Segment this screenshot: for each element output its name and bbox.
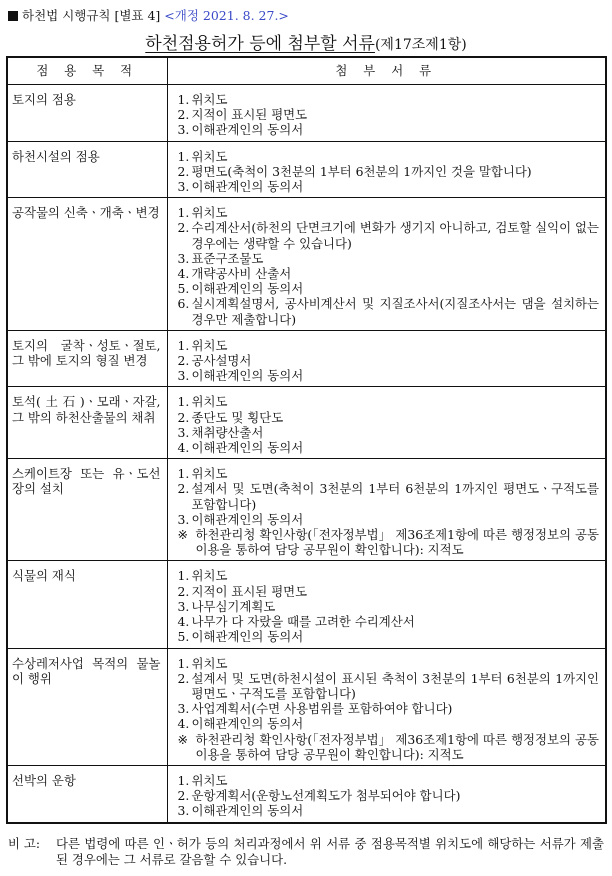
- list-item: [178, 164, 600, 179]
- list-item: [178, 614, 600, 629]
- document-header: [8, 6, 289, 24]
- item-text: 나무가 다 자랐을 때를 고려한 수리계산서: [191, 614, 415, 630]
- list-item: [178, 656, 600, 671]
- item-text: 위치도: [191, 337, 228, 353]
- table-header-row: [7, 57, 606, 85]
- purpose-cell: 공작물의 신축ㆍ개축ㆍ변경: [7, 198, 167, 331]
- remarks-text: 다른 법령에 따른 인ㆍ허가 등의 처리과정에서 위 서류 중 점용목적별 위치도에 해당하는 서류가 제출된 경우에는 그 서류로 갈음할 수 있습니다.: [56, 836, 604, 867]
- purpose-cell: 토지의 굴착ㆍ성토ㆍ절토, 그 밖에 토지의 형질 변경: [7, 330, 167, 387]
- item-text: 지적이 표시된 평면도: [191, 107, 308, 123]
- list-item: [178, 251, 600, 266]
- table-row: [7, 561, 606, 648]
- item-text: 나무심기계획도: [191, 598, 276, 614]
- item-text: 개략공사비 산출서: [191, 266, 292, 282]
- list-item: [178, 599, 600, 614]
- item-text: 채취량산출서: [191, 424, 264, 440]
- item-number: 3.: [177, 368, 190, 384]
- attachments-table: [6, 56, 607, 824]
- item-text: 실시계획설명서, 공사비계산서 및 지질조사서(지질조사서는 댐을 설치하는 경우만 제출합니다): [191, 296, 599, 327]
- list-item: [178, 716, 600, 731]
- item-text: 이해관계인의 동의서: [191, 281, 304, 297]
- item-number: 3.: [177, 179, 190, 195]
- item-text: 위치도: [191, 92, 228, 107]
- table-row: [7, 648, 606, 765]
- item-number: 3.: [177, 598, 190, 614]
- item-text: 이해관계인의 동의서: [191, 368, 304, 384]
- list-item: [178, 568, 600, 583]
- item-number: 1.: [177, 655, 190, 671]
- item-text: 설계서 및 도면(하천시설이 표시된 축척이 3천분의 1부터 6천분의 1까지인 평면도ㆍ구적도를 포함합니다): [191, 670, 599, 701]
- revision-date: <개정 2021. 8. 27.>: [164, 8, 289, 23]
- list-item: [178, 410, 600, 425]
- item-text: 이해관계인의 동의서: [191, 179, 304, 195]
- item-text: 종단도 및 횡단도: [191, 409, 284, 425]
- list-item: [178, 353, 600, 368]
- item-text: 이해관계인의 동의서: [191, 511, 304, 527]
- item-text: 위치도: [191, 466, 228, 482]
- documents-cell: [167, 141, 606, 198]
- item-number: 4.: [177, 266, 190, 282]
- item-text: 이해관계인의 동의서: [191, 122, 304, 138]
- item-number: 3.: [177, 250, 190, 266]
- remarks-label: 비 고:: [8, 836, 41, 851]
- list-item: [178, 584, 600, 599]
- documents-cell: [167, 561, 606, 648]
- item-text: 수리계산서(하천의 단면크기에 변화가 생기지 아니하고, 검토할 실익이 없는 경우에는 생략할 수 있습니다): [191, 220, 599, 251]
- purpose-cell: 식물의 재식: [7, 561, 167, 648]
- table-row: [7, 85, 606, 142]
- list-item: [178, 122, 600, 137]
- item-number: 5.: [177, 629, 190, 645]
- item-number: 3.: [177, 803, 190, 819]
- item-number: 1.: [177, 772, 190, 788]
- list-item: [178, 629, 600, 644]
- item-text: 이해관계인의 동의서: [191, 716, 304, 732]
- document-title: [0, 29, 612, 54]
- item-text: 위치도: [191, 148, 228, 164]
- list-item: [178, 266, 600, 281]
- table-row: [7, 198, 606, 331]
- list-item: [178, 368, 600, 383]
- item-number: 2.: [177, 163, 190, 179]
- item-number: ※: [177, 731, 188, 747]
- list-item: [178, 701, 600, 716]
- table-row: [7, 330, 606, 387]
- purpose-cell: 하천시설의 점용: [7, 141, 167, 198]
- item-text: 지적이 표시된 평면도: [191, 583, 308, 599]
- documents-cell: [167, 648, 606, 765]
- item-text: 이해관계인의 동의서: [191, 629, 304, 645]
- list-item: [178, 773, 600, 788]
- documents-cell: [167, 85, 606, 142]
- law-reference: 하천법 시행규칙 [별표 4]: [22, 8, 161, 23]
- item-number: 3.: [177, 424, 190, 440]
- square-bullet-icon: [8, 11, 18, 21]
- table-row: [7, 387, 606, 459]
- item-text: 위치도: [191, 568, 228, 584]
- item-text: 운항계획서(운항노선계획도가 첨부되어야 합니다): [191, 788, 461, 804]
- list-item: [178, 149, 600, 164]
- item-number: 6.: [177, 296, 190, 312]
- purpose-cell: 토지의 점용: [7, 85, 167, 142]
- documents-cell: [167, 387, 606, 459]
- item-number: 2.: [177, 481, 190, 497]
- item-text: 공사설명서: [191, 353, 252, 369]
- list-item: [178, 205, 600, 220]
- item-number: 1.: [177, 337, 190, 353]
- documents-cell: [167, 765, 606, 822]
- list-item: [178, 527, 600, 557]
- item-number: 2.: [177, 583, 190, 599]
- item-text: 이해관계인의 동의서: [191, 803, 304, 819]
- list-item: [178, 512, 600, 527]
- table-row: [7, 141, 606, 198]
- item-text: 하천관리청 확인사항(「전자정부법」 제36조제1항에 따른 행정정보의 공동이용을 통하여 담당 공무원이 확인합니다): 지적도: [195, 527, 599, 558]
- header-documents: 첨 부 서 류: [167, 57, 606, 85]
- item-number: 5.: [177, 281, 190, 297]
- title-main: 하천점용허가 등에 첨부할 서류: [145, 34, 375, 54]
- remarks: [8, 836, 604, 867]
- table-row: [7, 765, 606, 822]
- list-item: [178, 107, 600, 122]
- list-item: [178, 732, 600, 762]
- list-item: [178, 481, 600, 511]
- item-number: 3.: [177, 122, 190, 138]
- item-number: 1.: [177, 394, 190, 410]
- item-number: 1.: [177, 205, 190, 221]
- item-number: 1.: [177, 92, 190, 107]
- purpose-cell: 선박의 운항: [7, 765, 167, 822]
- item-text: 평면도(축척이 3천분의 1부터 6천분의 1까지인 것을 말합니다): [191, 163, 532, 179]
- purpose-cell: 스케이트장 또는 유ㆍ도선장의 설치: [7, 459, 167, 561]
- list-item: [178, 338, 600, 353]
- list-item: [178, 671, 600, 701]
- list-item: [178, 425, 600, 440]
- item-text: 위치도: [191, 772, 228, 788]
- item-text: 위치도: [191, 655, 228, 671]
- item-number: 4.: [177, 716, 190, 732]
- item-text: 사업계획서(수면 사용범위를 포함하여야 합니다): [191, 701, 453, 717]
- item-number: 2.: [177, 353, 190, 369]
- item-number: 4.: [177, 440, 190, 456]
- list-item: [178, 179, 600, 194]
- purpose-cell: 토석(土石)ㆍ모래ㆍ자갈, 그 밖의 하천산출물의 채취: [7, 387, 167, 459]
- documents-cell: [167, 198, 606, 331]
- item-text: 설계서 및 도면(축척이 3천분의 1부터 6천분의 1까지인 평면도ㆍ구적도를 포함합니다): [191, 481, 599, 512]
- item-text: 표준구조물도: [191, 250, 264, 266]
- item-text: 위치도: [191, 205, 228, 221]
- documents-cell: [167, 459, 606, 561]
- list-item: [178, 440, 600, 455]
- item-number: 2.: [177, 409, 190, 425]
- title-article: (제17조제1항): [374, 37, 467, 53]
- table-row: [7, 459, 606, 561]
- item-number: 3.: [177, 701, 190, 717]
- item-text: 하천관리청 확인사항(「전자정부법」 제36조제1항에 따른 행정정보의 공동이용을 통하여 담당 공무원이 확인합니다): 지적도: [195, 731, 599, 762]
- list-item: [178, 92, 600, 107]
- list-item: [178, 466, 600, 481]
- list-item: [178, 803, 600, 818]
- header-purpose: 점 용 목 적: [7, 57, 167, 85]
- item-number: 2.: [177, 220, 190, 236]
- item-number: 2.: [177, 107, 190, 123]
- item-number: 3.: [177, 511, 190, 527]
- item-number: 4.: [177, 614, 190, 630]
- list-item: [178, 394, 600, 409]
- list-item: [178, 220, 600, 250]
- documents-cell: [167, 330, 606, 387]
- item-number: 1.: [177, 148, 190, 164]
- list-item: [178, 281, 600, 296]
- item-text: 위치도: [191, 394, 228, 410]
- item-text: 이해관계인의 동의서: [191, 440, 304, 456]
- item-number: 1.: [177, 466, 190, 482]
- item-number: 1.: [177, 568, 190, 584]
- list-item: [178, 788, 600, 803]
- item-number: 2.: [177, 788, 190, 804]
- purpose-cell: 수상레저사업 목적의 물놀이 행위: [7, 648, 167, 765]
- item-number: ※: [177, 527, 188, 543]
- item-number: 2.: [177, 670, 190, 686]
- list-item: [178, 296, 600, 326]
